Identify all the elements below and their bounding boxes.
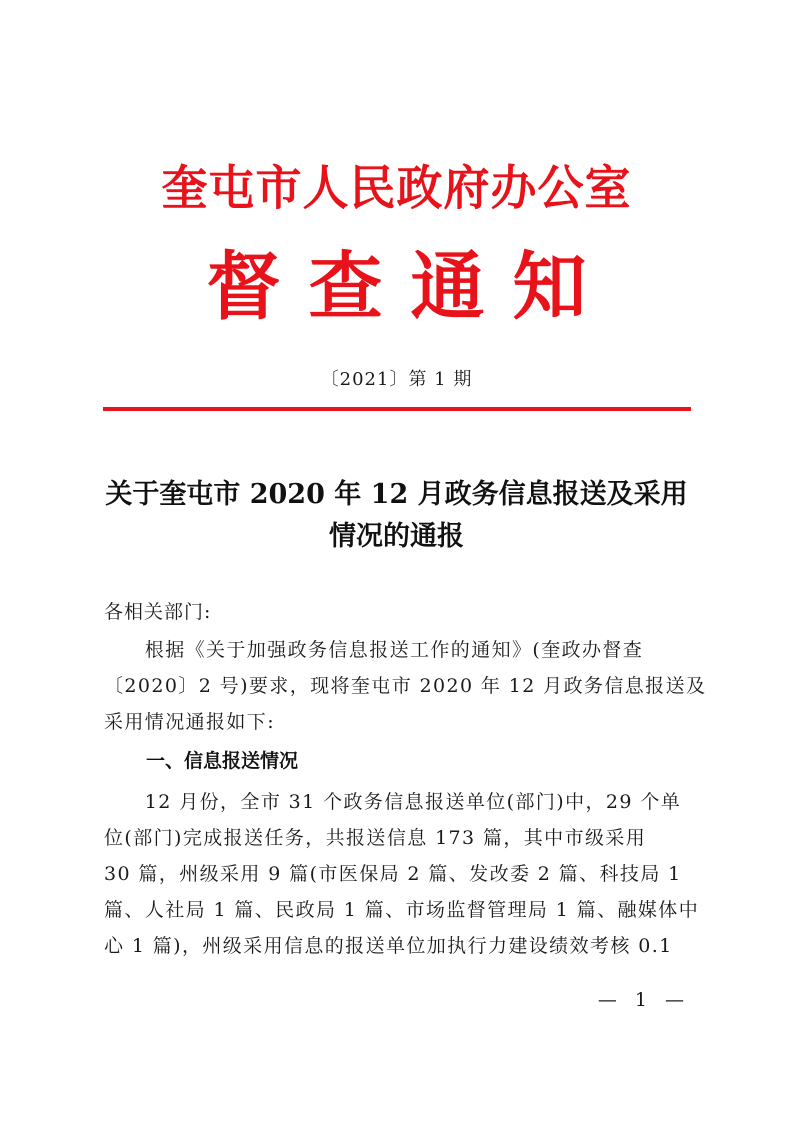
paragraph-line: 根据《关于加强政务信息报送工作的通知》(奎政办督查 (104, 639, 644, 661)
document-title-line-1: 关于奎屯市 2020 年 12 月政务信息报送及采用 (105, 479, 688, 510)
paragraph-line: 篇、人社局 1 篇、民政局 1 篇、市场监督管理局 1 篇、融媒体中 (104, 899, 700, 921)
paragraph-line: 30 篇，州级采用 9 篇(市医保局 2 篇、发改委 2 篇、科技局 1 (104, 863, 682, 885)
paragraph-line: 12 月份，全市 31 个政务信息报送单位(部门)中，29 个单 (104, 791, 682, 813)
paragraph-line: 位(部门)完成报送任务，共报送信息 173 篇，其中市级采用 (104, 827, 647, 849)
red-divider-line (103, 407, 691, 411)
paragraph-line: 采用情况通报如下: (104, 711, 276, 733)
issuing-organization: 奎屯市人民政府办公室 (161, 159, 632, 217)
paragraph-line: 〔2020〕2 号)要求，现将奎屯市 2020 年 12 月政务信息报送及 (104, 675, 707, 697)
paragraph-line: 心 1 篇)，州级采用信息的报送单位加执行力建设绩效考核 0.1 (104, 935, 673, 957)
page-number: — 1 — (597, 989, 690, 1011)
issue-number: 〔2021〕第 1 期 (320, 369, 473, 390)
paragraph-report-status (104, 784, 700, 964)
document-type-title: 督查通知 (206, 244, 615, 330)
salutation: 各相关部门: (104, 601, 212, 623)
section-heading: 一、信息报送情况 (146, 750, 299, 772)
document-title-line-2: 情况的通报 (329, 521, 464, 552)
document-title (90, 474, 703, 558)
paragraph-intro (104, 632, 707, 740)
